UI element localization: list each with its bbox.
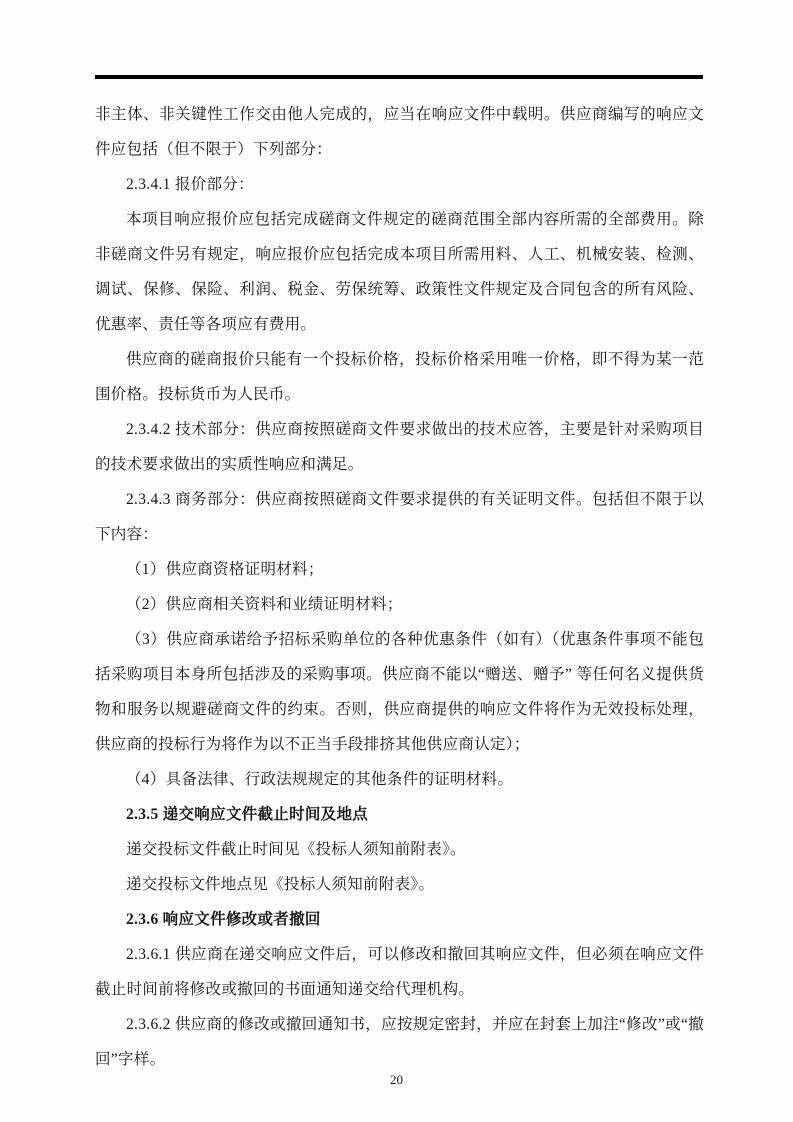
section-heading: 2.3.5 递交响应文件截止时间及地点 xyxy=(126,806,369,823)
paragraph: 2.3.4.1 报价部分： xyxy=(126,176,254,193)
paragraph: 2.3.4.2 技术部分：供应商按照磋商文件要求做出的技术应答，主要是针对采购项目的技术要求做出的实质性响应和满足。 xyxy=(95,421,704,473)
paragraph: 2.3.6.1 供应商在递交响应文件后，可以修改和撤回其响应文件，但必须在响应文件截止时间前将修改或撤回的书面通知递交给代理机构。 xyxy=(95,946,704,998)
paragraph: 2.3.4.3 商务部分：供应商按照磋商文件要求提供的有关证明文件。包括但不限于以下内容： xyxy=(95,491,704,543)
paragraph: 非主体、非关键性工作交由他人完成的，应当在响应文件中载明。供应商编写的响应文件应包括（但不限于）下列部分： xyxy=(95,106,704,158)
page-number: 20 xyxy=(390,1072,403,1087)
document-content xyxy=(95,97,704,1077)
paragraph: 本项目响应报价应包括完成磋商文件规定的磋商范围全部内容所需的全部费用。除非磋商文件另有规定，响应报价应包括完成本项目所需用料、人工、机械安装、检测、调试、保修、保险、利润、税金、劳保统筹、政策性文件规定及合同包含的所有风险、优惠率、责任等各项应有费用。 xyxy=(95,211,704,333)
paragraph: 供应商的磋商报价只能有一个投标价格，投标价格采用唯一价格，即不得为某一范围价格。投标货币为人民币。 xyxy=(95,351,704,403)
paragraph: 递交投标文件截止时间见《投标人须知前附表》。 xyxy=(126,841,466,858)
paragraph: 2.3.6.2 供应商的修改或撤回通知书，应按规定密封，并应在封套上加注“修改”或“撤回”字样。 xyxy=(95,1016,704,1068)
paragraph: （4）具备法律、行政法规规定的其他条件的证明材料。 xyxy=(126,771,514,788)
section-heading: 2.3.6 响应文件修改或者撤回 xyxy=(126,911,321,928)
paragraph: （3）供应商承诺给予招标采购单位的各种优惠条件（如有）（优惠条件事项不能包括采购项目本身所包括涉及的采购事项。供应商不能以“赠送、赠予” 等任何名义提供货物和服务以规避磋商文件的约束。否则，供应商提供的响应文件将作为无效投标处理，供应商的投标行为将作为以不正当手段排挤其他供应商认定）； xyxy=(95,631,704,753)
paragraph: 递交投标文件地点见《投标人须知前附表》。 xyxy=(126,876,435,893)
paragraph: （2）供应商相关资料和业绩证明材料； xyxy=(126,596,403,613)
header-rule xyxy=(95,75,703,79)
paragraph: （1）供应商资格证明材料； xyxy=(126,561,324,578)
